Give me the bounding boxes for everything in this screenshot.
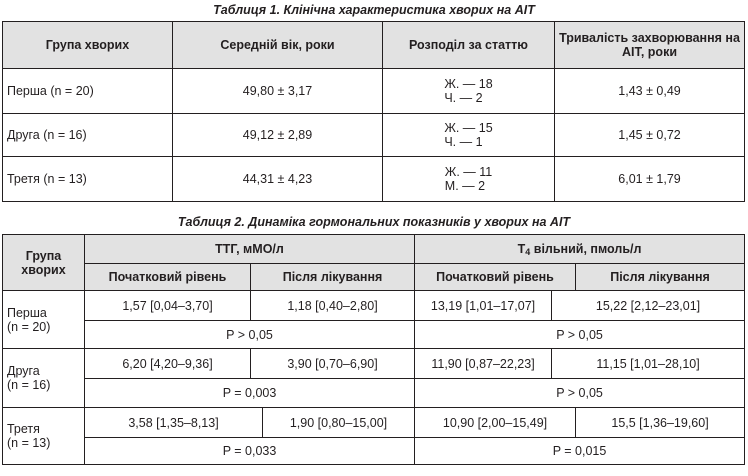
group-count: (n = 13) bbox=[7, 436, 51, 450]
t4-suffix: вільний, пмоль/л bbox=[530, 242, 642, 256]
group-cell: Друга (n = 16) bbox=[3, 114, 173, 157]
table1-header-row bbox=[3, 22, 745, 69]
group-count: (n = 16) bbox=[7, 378, 51, 392]
sex-male: Ч. — 1 bbox=[444, 135, 483, 149]
header-disease-duration: Тривалість захворювання на АІТ, роки bbox=[555, 22, 745, 69]
t4-initial-cell: 10,90 [2,00–15,49] bbox=[415, 408, 576, 438]
table-row bbox=[3, 291, 745, 321]
t4-after-cell: 15,22 [2,12–23,01] bbox=[552, 291, 745, 321]
p-value-t4: P > 0,05 bbox=[415, 321, 745, 349]
subheader-ttg-after: Після лікування bbox=[251, 264, 415, 291]
ttg-after-cell: 1,18 [0,40–2,80] bbox=[251, 291, 415, 321]
ttg-initial-cell: 1,57 [0,04–3,70] bbox=[85, 291, 251, 321]
age-cell: 49,12 ± 2,89 bbox=[173, 114, 383, 157]
subheader-t4-initial: Початковий рівень bbox=[415, 264, 576, 291]
group-cell bbox=[3, 291, 85, 349]
table2-header-row bbox=[3, 235, 745, 264]
t4-after-cell: 11,15 [1,01–28,10] bbox=[552, 349, 745, 379]
group-count: (n = 20) bbox=[7, 319, 51, 334]
sex-female: Ж. — 18 bbox=[444, 77, 493, 91]
t4-initial-cell: 11,90 [0,87–22,23] bbox=[415, 349, 552, 379]
table-row bbox=[3, 69, 745, 114]
p-value-t4: P > 0,05 bbox=[415, 379, 745, 408]
t4-subscript: 4 bbox=[525, 247, 531, 257]
p-value-ttg: P = 0,003 bbox=[85, 379, 415, 408]
header-t4-free bbox=[415, 235, 745, 264]
p-value-row bbox=[3, 438, 745, 465]
header-patient-group: Група хворих bbox=[3, 22, 173, 69]
sex-cell bbox=[383, 114, 555, 157]
group-name: Перша bbox=[7, 305, 47, 320]
group-cell bbox=[3, 408, 85, 465]
p-value-row bbox=[3, 379, 745, 408]
ttg-initial-cell: 3,58 [1,35–8,13] bbox=[85, 408, 263, 438]
sex-male: М. — 2 bbox=[444, 179, 486, 193]
header-patient-group: Група хворих bbox=[3, 235, 85, 291]
p-value-row bbox=[3, 321, 745, 349]
t4-initial-cell: 13,19 [1,01–17,07] bbox=[415, 291, 552, 321]
sex-cell bbox=[383, 157, 555, 202]
table-row bbox=[3, 349, 745, 379]
sex-cell bbox=[383, 69, 555, 114]
age-cell: 49,80 ± 3,17 bbox=[173, 69, 383, 114]
sex-female: Ж. — 11 bbox=[444, 165, 493, 179]
group-cell: Третя (n = 13) bbox=[3, 157, 173, 202]
group-cell bbox=[3, 349, 85, 408]
table2-subheader-row bbox=[3, 264, 745, 291]
sex-male: Ч. — 2 bbox=[444, 91, 483, 105]
group-name: Друга bbox=[7, 364, 40, 378]
header-mean-age: Середній вік, роки bbox=[173, 22, 383, 69]
p-value-t4: P = 0,015 bbox=[415, 438, 745, 465]
t4-prefix: T bbox=[517, 242, 526, 256]
p-value-ttg: P > 0,05 bbox=[85, 321, 415, 349]
table-row bbox=[3, 408, 745, 438]
subheader-t4-after: Після лікування bbox=[576, 264, 745, 291]
table-row bbox=[3, 114, 745, 157]
duration-cell: 1,43 ± 0,49 bbox=[555, 69, 745, 114]
table-row bbox=[3, 157, 745, 202]
group-name: Третя bbox=[7, 422, 40, 436]
sex-female: Ж. — 15 bbox=[444, 121, 493, 135]
header-ttg: ТТГ, мМО/л bbox=[85, 235, 415, 264]
table2-caption: Таблиця 2. Динаміка гормональних показників у хворих на АІТ bbox=[177, 215, 571, 229]
ttg-after-cell: 3,90 [0,70–6,90] bbox=[251, 349, 415, 379]
group-cell: Перша (n = 20) bbox=[3, 69, 173, 114]
clinical-characteristics-table bbox=[2, 21, 745, 202]
table1-caption: Таблиця 1. Клінічна характеристика хворих на АІТ bbox=[213, 3, 535, 17]
header-sex-distribution: Розподіл за статтю bbox=[383, 22, 555, 69]
hormonal-dynamics-table bbox=[2, 234, 745, 465]
ttg-after-cell: 1,90 [0,80–15,00] bbox=[263, 408, 415, 438]
subheader-ttg-initial: Початковий рівень bbox=[85, 264, 251, 291]
p-value-ttg: P = 0,033 bbox=[85, 438, 415, 465]
duration-cell: 1,45 ± 0,72 bbox=[555, 114, 745, 157]
duration-cell: 6,01 ± 1,79 bbox=[555, 157, 745, 202]
ttg-initial-cell: 6,20 [4,20–9,36] bbox=[85, 349, 251, 379]
age-cell: 44,31 ± 4,23 bbox=[173, 157, 383, 202]
t4-after-cell: 15,5 [1,36–19,60] bbox=[576, 408, 745, 438]
